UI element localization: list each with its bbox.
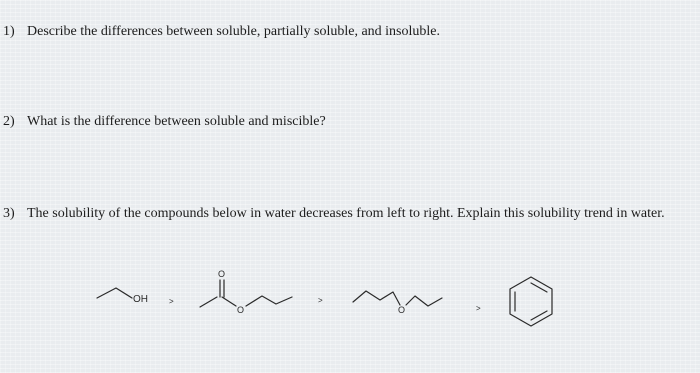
hydroxyl-label: OH — [133, 294, 148, 305]
question-1-number: 1) — [3, 24, 15, 39]
ether-oxygen-label: O — [398, 305, 406, 315]
question-3-text: The solubility of the compounds below in water decreases from left to right. Explain this solubility trend in water. — [27, 206, 665, 221]
separator-1: > — [169, 297, 174, 306]
compound-2-ester — [200, 280, 292, 307]
question-3-number: 3) — [3, 206, 15, 221]
separator-3: > — [476, 304, 481, 313]
question-3 — [3, 205, 673, 222]
carbonyl-oxygen-label: O — [218, 269, 226, 279]
ether-chain-left — [353, 291, 400, 305]
compound-structures — [0, 255, 700, 365]
compound-3-ether — [353, 291, 442, 306]
ether-chain-right — [406, 296, 442, 306]
separator-2: > — [318, 296, 323, 305]
question-2-number: 2) — [3, 114, 15, 129]
question-2 — [3, 113, 326, 130]
question-1-text: Describe the differences between soluble, partially soluble, and insoluble. — [27, 24, 440, 39]
ester-chain — [246, 296, 292, 306]
ester-bond-2 — [222, 297, 236, 306]
compound-1-propanol — [97, 288, 132, 298]
question-2-text: What is the difference between soluble and miscible? — [27, 114, 326, 129]
ester-oxygen-label: O — [237, 305, 245, 315]
question-1 — [3, 23, 440, 40]
compound-4-benzene — [510, 277, 552, 326]
benzene-ring — [510, 277, 552, 326]
ester-bond-1 — [200, 297, 217, 307]
propanol-chain — [97, 288, 132, 298]
